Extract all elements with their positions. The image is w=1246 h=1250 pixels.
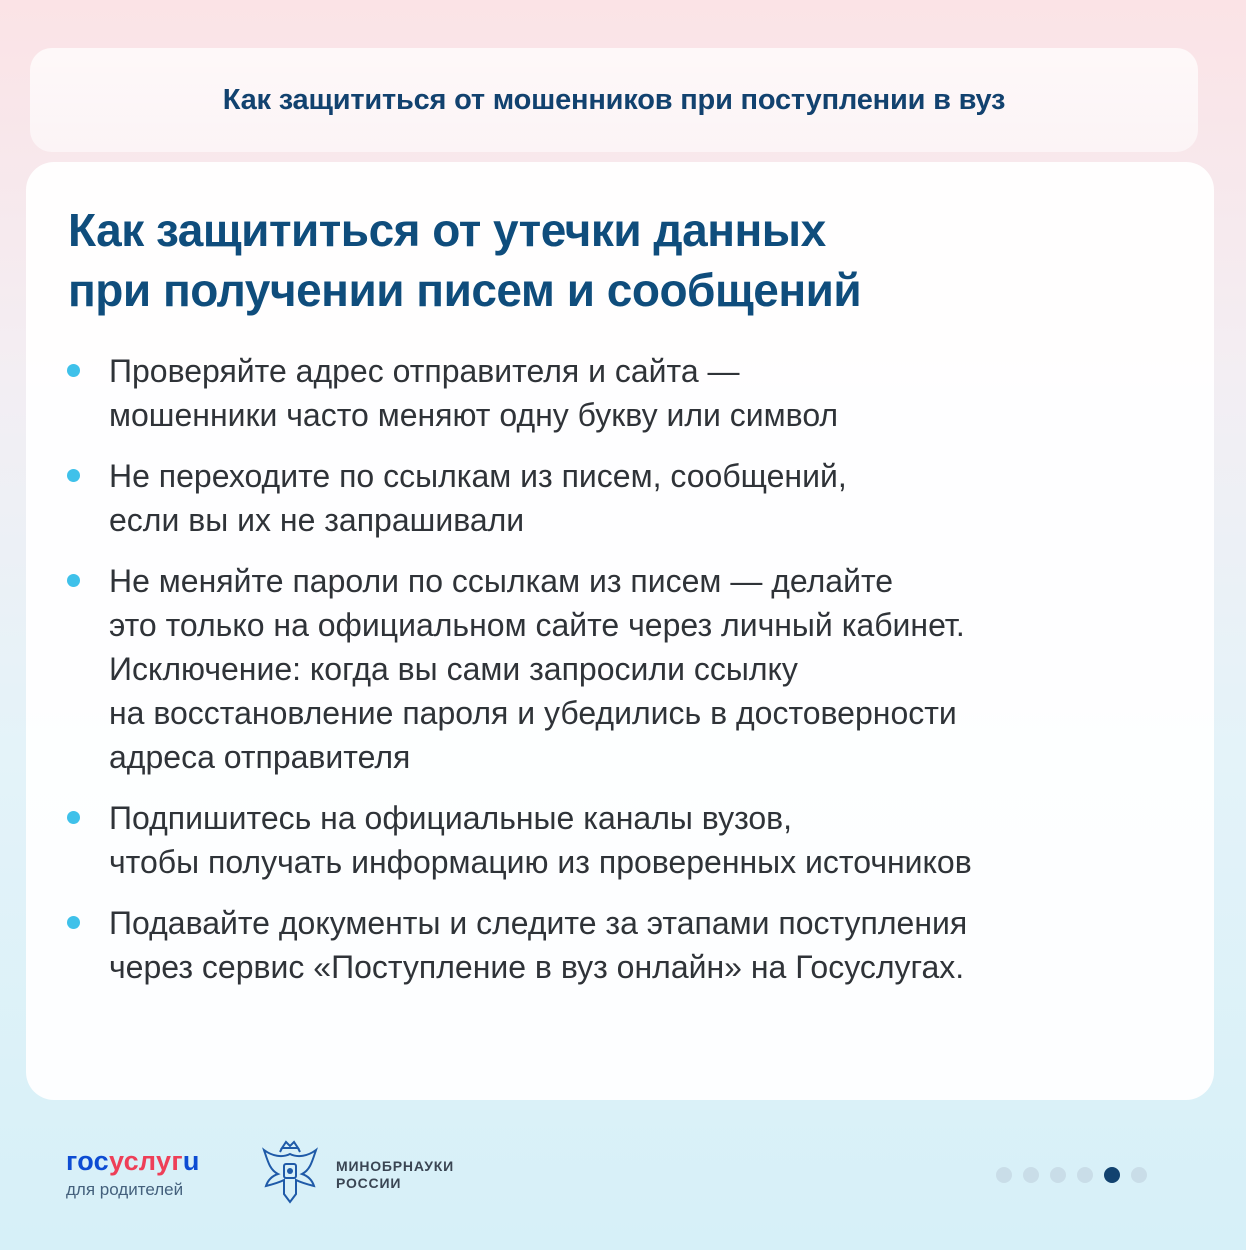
tips-list	[66, 349, 1186, 1006]
tip-item	[66, 454, 1186, 542]
bullet-dot-icon	[67, 364, 80, 377]
ministry-name-line: МИНОБРНАУКИ	[336, 1158, 454, 1174]
footer	[0, 1120, 1246, 1250]
ministry-name-line: РОССИИ	[336, 1175, 402, 1191]
ministry-name	[336, 1158, 454, 1192]
bullet-dot-icon	[67, 811, 80, 824]
bullet-dot-icon	[67, 916, 80, 929]
tip-text-line: если вы их не запрашивали	[109, 502, 525, 538]
logo-part-uslug: услуг	[108, 1146, 183, 1176]
pagination-dots	[996, 1167, 1147, 1183]
gosuslugi-subtitle: для родителей	[66, 1180, 184, 1199]
pagination-dot[interactable]	[1023, 1167, 1039, 1183]
pagination-dot[interactable]	[1077, 1167, 1093, 1183]
pagination-dot[interactable]	[1131, 1167, 1147, 1183]
bullet-dot-icon	[67, 574, 80, 587]
russian-eagle-emblem-icon	[260, 1140, 320, 1208]
tip-item	[66, 796, 1186, 884]
tip-text-line: Подавайте документы и следите за этапами поступления	[109, 905, 968, 941]
tip-text-line: мошенники часто меняют одну букву или символ	[109, 397, 839, 433]
header-banner	[30, 48, 1198, 152]
tip-text-line: на восстановление пароля и убедились в достоверности	[109, 695, 957, 731]
card-heading-line: при получении писем и сообщений	[68, 264, 862, 316]
tip-text-line: Не меняйте пароли по ссылкам из писем — делайте	[109, 563, 894, 599]
card-heading-line: Как защититься от утечки данных	[68, 204, 826, 256]
tip-text-line: это только на официальном сайте через личный кабинет.	[109, 607, 965, 643]
content-card	[26, 162, 1214, 1100]
page-title: Как защититься от мошенников при поступлении в вуз	[222, 83, 1006, 116]
tip-item	[66, 559, 1186, 779]
tip-text-line: Исключение: когда вы сами запросили ссылку	[109, 651, 798, 687]
tip-text-line: через сервис «Поступление в вуз онлайн» на Госуслугах.	[109, 949, 965, 985]
tip-item	[66, 901, 1186, 989]
tip-text-line: Проверяйте адрес отправителя и сайта —	[109, 353, 740, 389]
logo-part-gos: гос	[66, 1146, 109, 1176]
logo-part-u: u	[182, 1146, 200, 1176]
bullet-dot-icon	[67, 469, 80, 482]
card-heading	[68, 200, 861, 320]
gosuslugi-wordmark	[66, 1146, 200, 1176]
pagination-dot[interactable]	[996, 1167, 1012, 1183]
pagination-dot-active[interactable]	[1104, 1167, 1120, 1183]
tip-item	[66, 349, 1186, 437]
tip-text-line: Подпишитесь на официальные каналы вузов,	[109, 800, 793, 836]
tip-text-line: чтобы получать информацию из проверенных источников	[109, 844, 972, 880]
tip-text-line: Не переходите по ссылкам из писем, сообщений,	[109, 458, 847, 494]
pagination-dot[interactable]	[1050, 1167, 1066, 1183]
gosuslugi-logo	[66, 1146, 200, 1200]
tip-text-line: адреса отправителя	[109, 739, 411, 775]
